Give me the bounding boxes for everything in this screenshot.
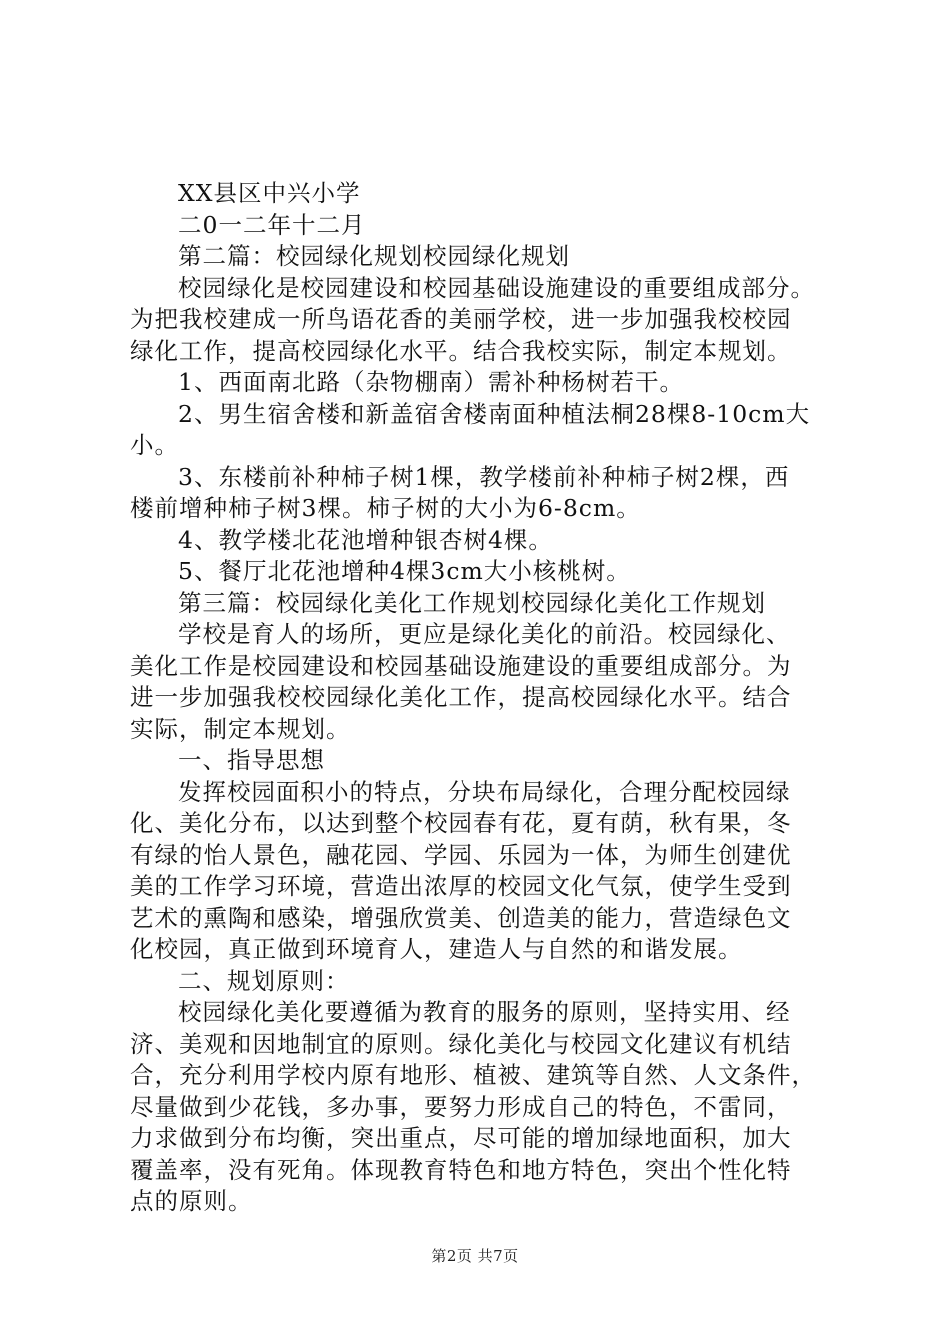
text-line: 有绿的怡人景色，融花园、学园、乐园为一体，为师生创建优 xyxy=(130,840,792,869)
text-line: 为把我校建成一所鸟语花香的美丽学校，进一步加强我校校园 xyxy=(130,305,792,333)
text-line: 3、东楼前补种柿子树1棵，教学楼前补种柿子树2棵，西 xyxy=(178,462,790,491)
text-line: 济、美观和因地制宜的原则。绿化美化与校园文化建议有机结 xyxy=(130,1029,792,1058)
text-line: 覆盖率，没有死角。体现教育特色和地方特色，突出个性化特 xyxy=(130,1155,792,1184)
text-line: 校园绿化是校园建设和校园基础设施建设的重要组成部分。 xyxy=(178,273,815,302)
text-line: 第三篇：校园绿化美化工作规划校园绿化美化工作规划 xyxy=(178,588,766,617)
text-line: 发挥校园面积小的特点，分块布局绿化，合理分配校园绿 xyxy=(178,777,791,806)
text-line: 1、西面南北路（杂物棚南）需补种杨树若干。 xyxy=(178,368,684,396)
text-line: 楼前增种柿子树3棵。柿子树的大小为6-8cm。 xyxy=(130,494,641,522)
text-line: 尽量做到少花钱，多办事，要努力形成自己的特色，不雷同， xyxy=(130,1092,792,1121)
text-line: 艺术的熏陶和感染，增强欣赏美、创造美的能力，营造绿色文 xyxy=(130,903,792,932)
text-line: 2、男生宿舍楼和新盖宿舍楼南面种植法桐28棵8-10cm大 xyxy=(178,399,811,428)
text-line: 合，充分利用学校内原有地形、植被、建筑等自然、人文条件， xyxy=(130,1061,816,1089)
text-line: 点的原则。 xyxy=(130,1187,253,1215)
text-line: 美的工作学习环境，营造出浓厚的校园文化气氛，使学生受到 xyxy=(130,872,792,900)
text-line: 学校是育人的场所，更应是绿化美化的前沿。校园绿化、 xyxy=(178,620,791,648)
document-body xyxy=(130,178,855,1218)
text-line: 小。 xyxy=(130,431,179,459)
text-line: 第二篇：校园绿化规划校园绿化规划 xyxy=(178,242,570,270)
text-line: 二0一二年十二月 xyxy=(178,210,366,239)
text-line: 化校园，真正做到环境育人，建造人与自然的和谐发展。 xyxy=(130,935,743,963)
text-line: 进一步加强我校校园绿化美化工作，提高校园绿化水平。结合 xyxy=(130,683,792,711)
text-line: 美化工作是校园建设和校园基础设施建设的重要组成部分。为 xyxy=(130,651,792,680)
text-line: 绿化工作，提高校园绿化水平。结合我校实际，制定本规划。 xyxy=(130,336,792,365)
text-line: 5、餐厅北花池增种4棵3cm大小核桃树。 xyxy=(178,557,631,585)
text-line: 二、规划原则： xyxy=(178,966,350,995)
text-line: 实际，制定本规划。 xyxy=(130,714,351,743)
text-line: 力求做到分布均衡，突出重点，尽可能的增加绿地面积，加大 xyxy=(130,1124,792,1152)
text-line: 4、教学楼北花池增种银杏树4棵。 xyxy=(178,525,553,554)
page-footer: 第2页 共7页 xyxy=(431,1247,519,1265)
text-line: 校园绿化美化要遵循为教育的服务的原则，坚持实用、经 xyxy=(178,998,791,1026)
text-line: XX县区中兴小学 xyxy=(178,179,361,207)
text-line: 化、美化分布，以达到整个校园春有花，夏有荫，秋有果，冬 xyxy=(130,809,792,837)
text-line: 一、指导思想 xyxy=(178,746,325,774)
